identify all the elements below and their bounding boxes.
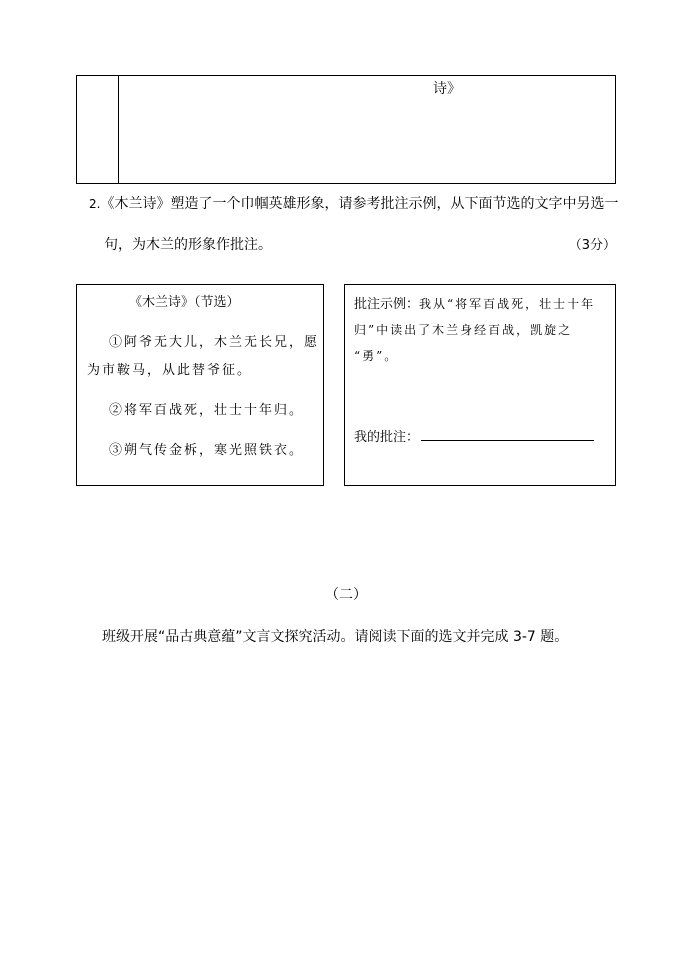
question-2-line-2: 句，为木兰的形象作批注。 [104,237,272,253]
annotation-example-label: 批注示例： [354,297,420,312]
my-annotation-label: 我的批注： [354,430,420,445]
poem-excerpt-box [76,284,324,486]
annotation-box [344,284,616,486]
annotation-example-text-3: “勇”。 [354,349,399,363]
poem-line-3: ③朔气传金柝，寒光照铁衣。 [109,443,305,458]
poem-line-2: ②将军百战死，壮士十年归。 [109,403,305,418]
answer-blank-line[interactable] [421,427,594,441]
poem-line-1b: 为市鞍马，从此替爷征。 [87,363,253,378]
question-score: （3分） [568,238,616,253]
question-text-line-1: 《木兰诗》塑造了一个巾帼英雄形象，请参考批注示例，从下面节选的文字中另选一 [100,196,619,212]
annotation-example-text-2: 归”中读出了木兰身经百战，凯旋之 [354,323,573,337]
table-cell-text: 诗》 [433,81,461,97]
poem-line-1a: ①阿爷无大儿，木兰无长兄，愿 [109,335,320,350]
question-number: 2. [89,197,101,211]
section-intro: 班级开展“品古典意蕴”文言文探究活动。请阅读下面的选文并完成 3-7 题。 [102,629,569,645]
poem-title: 《木兰诗》（节选） [129,295,240,310]
my-annotation-row [354,426,594,445]
section-heading: （二） [325,587,367,603]
annotation-example-line-1 [354,293,595,312]
question-2-line-1 [89,193,618,213]
table-column-divider [118,76,119,183]
annotation-example-text-1: 我从“将军百战死，壮士十年 [419,297,596,311]
top-table [76,75,616,184]
